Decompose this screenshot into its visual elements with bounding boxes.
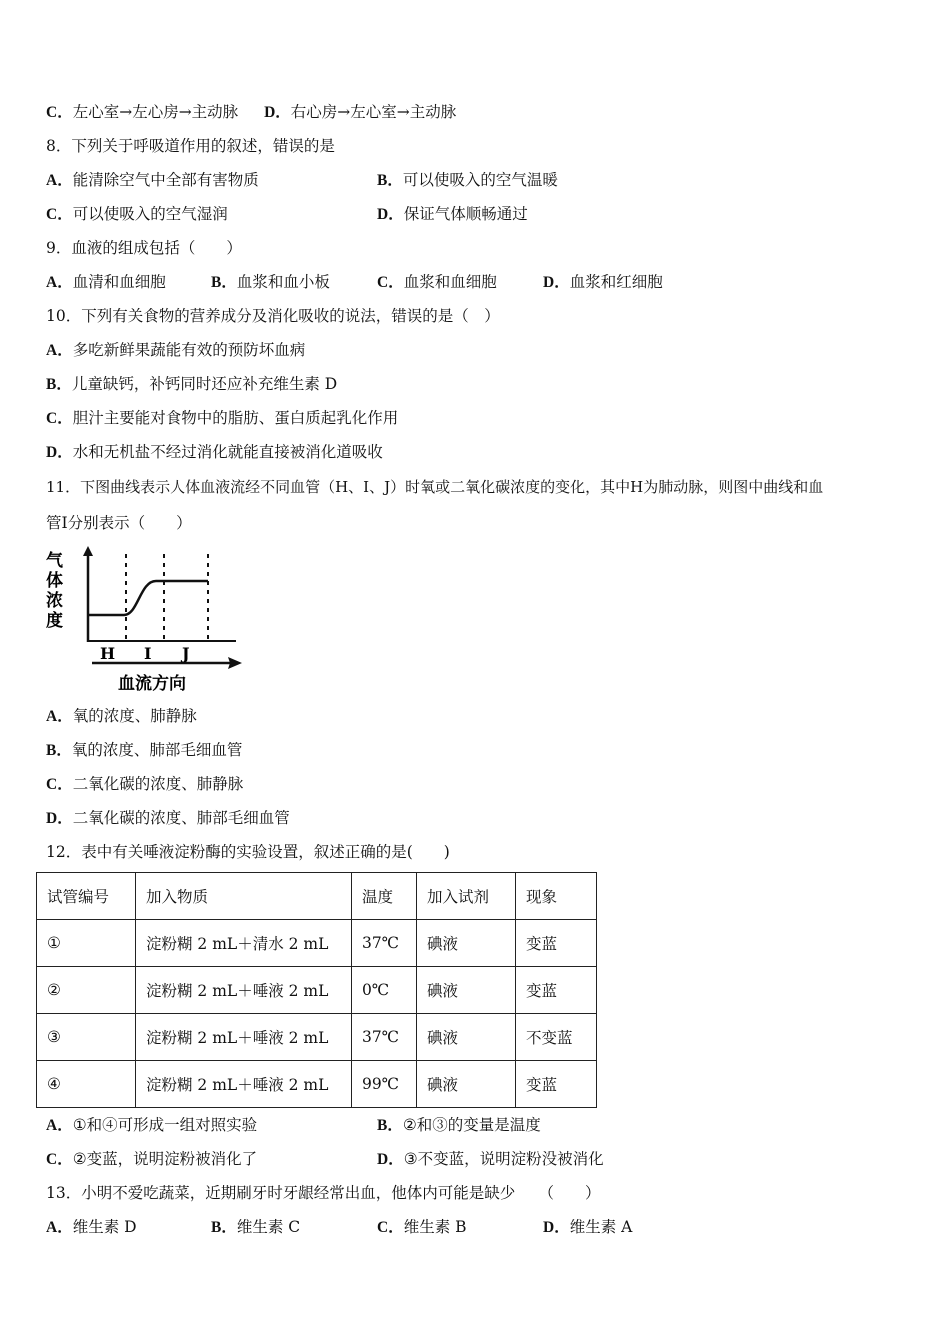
option-letter: A． <box>46 1219 73 1236</box>
option-text: ③不变蓝，说明淀粉没被消化 <box>403 1150 604 1168</box>
option-text: 胆汁主要能对食物中的脂肪、蛋白质起乳化作用 <box>72 409 399 427</box>
option-text: 氧的浓度、肺部毛细血管 <box>71 741 243 759</box>
option-text: 血浆和红细胞 <box>569 273 663 291</box>
option-text: ①和④可形成一组对照实验 <box>72 1116 258 1134</box>
table-row <box>37 920 597 967</box>
x-tick-h: H <box>100 644 116 663</box>
table-cell: 不变蓝 <box>516 1014 597 1061</box>
q8-option-a <box>46 170 259 191</box>
table-cell: 淀粉糊 2 mL＋唾液 2 mL <box>136 1061 352 1108</box>
option-text: ②和③的变量是温度 <box>402 1116 541 1134</box>
q9-option-c <box>377 272 497 293</box>
option-text: 氧的浓度、肺静脉 <box>72 707 197 725</box>
q13-option-c <box>377 1217 467 1238</box>
x-tick-i: I <box>144 644 152 663</box>
q10-stem: 10．下列有关食物的营养成分及消化吸收的说法，错误的是（ ） <box>46 307 500 325</box>
option-text: 右心房→左心室→主动脉 <box>290 103 457 121</box>
option-letter: B． <box>46 742 72 759</box>
table-cell: ② <box>37 967 136 1014</box>
y-label-char: 气 <box>46 551 63 571</box>
q10-option-a <box>46 340 305 361</box>
option-text: 二氧化碳的浓度、肺静脉 <box>72 775 244 793</box>
table-cell: 碘液 <box>417 1014 516 1061</box>
option-text: 能清除空气中全部有害物质 <box>72 171 259 189</box>
table-cell: 0℃ <box>352 967 417 1014</box>
q10-option-d <box>46 442 383 463</box>
q9-option-d <box>543 272 663 293</box>
q13-stem: 13．小明不爱吃蔬菜，近期刷牙时牙龈经常出血，他体内可能是缺少 （ ） <box>46 1184 601 1202</box>
table-header: 温度 <box>352 873 417 920</box>
table-cell: ① <box>37 920 136 967</box>
q11-option-d <box>46 808 290 829</box>
concentration-curve <box>88 581 208 615</box>
table-cell: 变蓝 <box>516 1061 597 1108</box>
table-header-row <box>37 873 597 920</box>
q11-option-c <box>46 774 243 795</box>
option-letter: A． <box>46 708 73 725</box>
table-header: 加入试剂 <box>417 873 516 920</box>
table-header: 现象 <box>516 873 597 920</box>
option-letter: B． <box>377 1117 403 1134</box>
option-text: 可以使吸入的空气湿润 <box>72 205 228 223</box>
q12-option-c <box>46 1149 257 1170</box>
table-cell: 碘液 <box>417 967 516 1014</box>
q8-option-b <box>377 170 558 191</box>
flow-arrow-icon <box>228 657 242 669</box>
q12-option-a <box>46 1115 257 1136</box>
table-cell: ③ <box>37 1014 136 1061</box>
q10-option-b <box>46 374 337 395</box>
option-letter: B． <box>377 172 403 189</box>
option-letter: B． <box>211 1219 237 1236</box>
option-text: 儿童缺钙，补钙同时还应补充维生素 D <box>71 375 338 393</box>
table-row <box>37 967 597 1014</box>
option-text: 血浆和血小板 <box>236 273 330 291</box>
option-letter: C． <box>46 410 73 427</box>
q12-stem: 12．表中有关唾液淀粉酶的实验设置，叙述正确的是( ) <box>46 843 450 861</box>
option-letter: D． <box>543 1219 570 1236</box>
y-axis-arrow-icon <box>83 546 93 556</box>
q9-option-a <box>46 272 166 293</box>
option-letter: D． <box>377 206 404 223</box>
option-letter: D． <box>543 274 570 291</box>
q11-option-b <box>46 740 242 761</box>
q11-stem-line1: 11．下图曲线表示人体血液流经不同血管（H、I、J）时氧或二氧化碳浓度的变化，其中H为肺动脉，则图中曲线和血 <box>46 478 824 496</box>
option-letter: D． <box>46 810 73 827</box>
option-letter: C． <box>377 1219 404 1236</box>
table-cell: 37℃ <box>352 920 417 967</box>
table-row <box>37 1014 597 1061</box>
table-cell: 碘液 <box>417 1061 516 1108</box>
experiment-table <box>36 872 597 1108</box>
table-cell: 变蓝 <box>516 920 597 967</box>
table-cell: 变蓝 <box>516 967 597 1014</box>
option-letter: A． <box>46 274 73 291</box>
option-letter: D． <box>377 1151 404 1168</box>
q11-option-a <box>46 706 197 727</box>
option-letter: C． <box>46 104 73 121</box>
table-cell: 淀粉糊 2 mL＋清水 2 mL <box>136 920 352 967</box>
option-text: 血浆和血细胞 <box>403 273 497 291</box>
option-text: 维生素 B <box>403 1218 467 1236</box>
option-letter: C． <box>46 206 73 223</box>
option-text: 血清和血细胞 <box>72 273 166 291</box>
table-cell: 淀粉糊 2 mL＋唾液 2 mL <box>136 1014 352 1061</box>
q9-stem: 9．血液的组成包括（ ） <box>46 239 242 257</box>
table-header: 试管编号 <box>37 873 136 920</box>
q11-stem-line2: 管I分别表示（ ） <box>46 514 192 532</box>
y-label-char: 浓 <box>46 591 63 611</box>
q8-stem: 8．下列关于呼吸道作用的叙述，错误的是 <box>46 137 335 155</box>
option-text: 维生素 A <box>569 1218 633 1236</box>
option-text: 多吃新鲜果蔬能有效的预防坏血病 <box>72 341 306 359</box>
x-axis-label: 血流方向 <box>118 674 186 694</box>
option-text: 二氧化碳的浓度、肺部毛细血管 <box>72 809 290 827</box>
option-letter: B． <box>211 274 237 291</box>
y-label-char: 体 <box>46 571 63 591</box>
option-text: ②变蓝，说明淀粉被消化了 <box>72 1150 258 1168</box>
q13-option-d <box>543 1217 632 1238</box>
option-letter: A． <box>46 1117 73 1134</box>
option-letter: C． <box>46 776 73 793</box>
y-label-char: 度 <box>46 611 63 631</box>
option-letter: D． <box>46 444 73 461</box>
q13-option-b <box>211 1217 300 1238</box>
table-cell: 37℃ <box>352 1014 417 1061</box>
option-letter: D． <box>264 104 291 121</box>
option-text: 可以使吸入的空气温暖 <box>402 171 558 189</box>
option-letter: C． <box>46 1151 73 1168</box>
q11-figure <box>40 546 250 696</box>
option-letter: B． <box>46 376 72 393</box>
option-letter: A． <box>46 342 73 359</box>
concentration-curve-figure <box>40 546 250 696</box>
table-cell: ④ <box>37 1061 136 1108</box>
q9-option-b <box>211 272 330 293</box>
x-tick-j: J <box>182 644 190 663</box>
option-text: 维生素 C <box>236 1218 301 1236</box>
option-letter: A． <box>46 172 73 189</box>
q13-option-a <box>46 1217 137 1238</box>
option-text: 维生素 D <box>72 1218 137 1236</box>
option-letter: C． <box>377 274 404 291</box>
option-text: 左心室→左心房→主动脉 <box>72 103 239 121</box>
option-text: 水和无机盐不经过消化就能直接被消化道吸收 <box>72 443 383 461</box>
table-row <box>37 1061 597 1108</box>
q7-option-c <box>46 102 456 123</box>
option-text: 保证气体顺畅通过 <box>403 205 528 223</box>
table-cell: 99℃ <box>352 1061 417 1108</box>
q12-option-b <box>377 1115 541 1136</box>
q8-option-c <box>46 204 228 225</box>
q8-option-d <box>377 204 528 225</box>
table-header: 加入物质 <box>136 873 352 920</box>
q10-option-c <box>46 408 398 429</box>
table-cell: 淀粉糊 2 mL＋唾液 2 mL <box>136 967 352 1014</box>
table-cell: 碘液 <box>417 920 516 967</box>
q12-option-d <box>377 1149 604 1170</box>
